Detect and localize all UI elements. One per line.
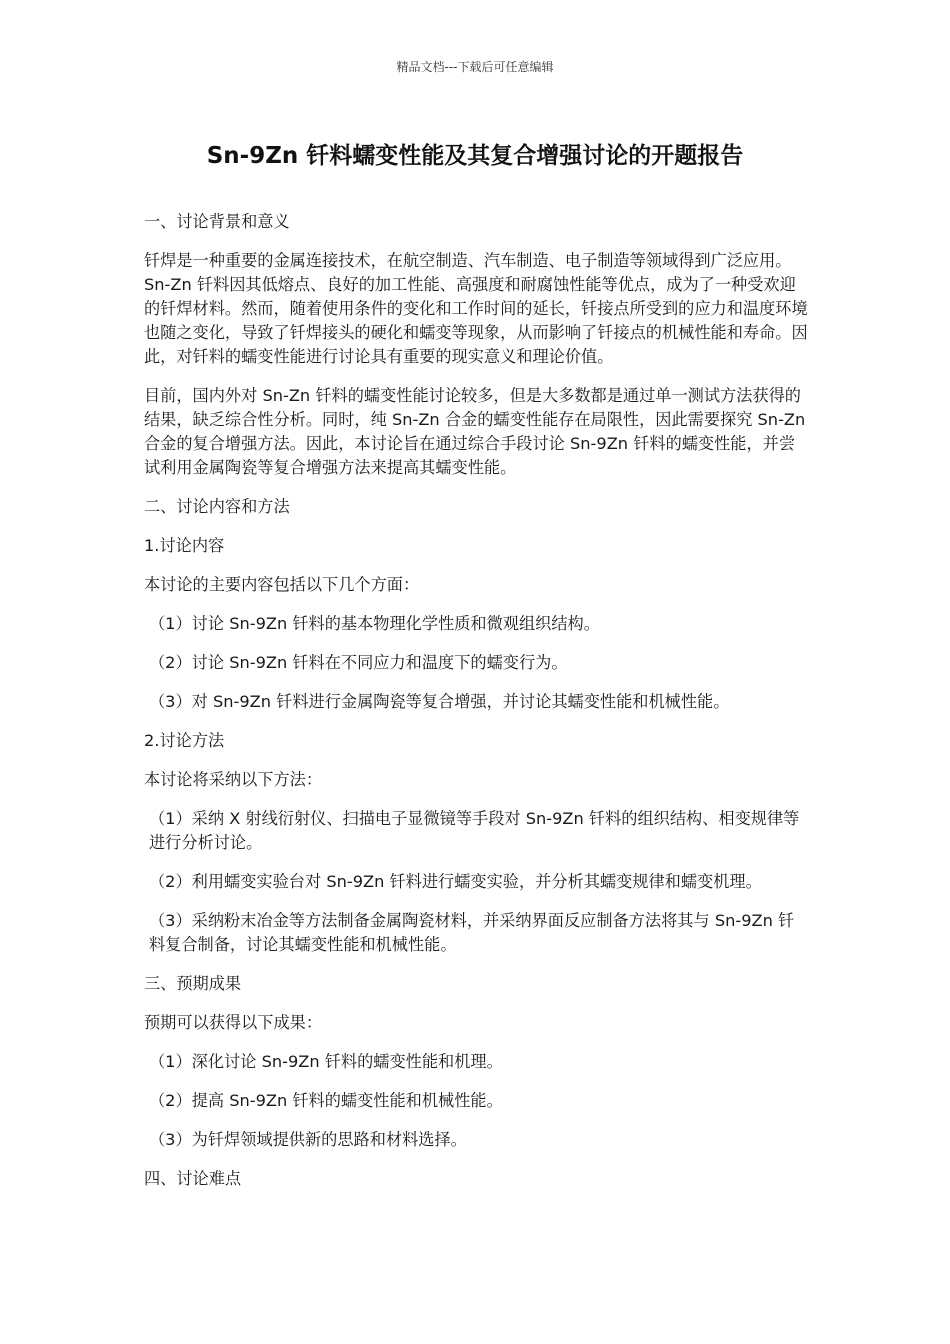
section-heading-background: 一、讨论背景和意义 (144, 212, 290, 231)
method-item: （2）利用蠕变实验台对 Sn-9Zn 钎料进行蠕变实验，并分析其蠕变规律和蠕变机理。 (149, 872, 762, 891)
paragraph-background-1: 钎焊是一种重要的金属连接技术，在航空制造、汽车制造、电子制造等领域得到广泛应用。Sn-Zn 钎料因其低熔点、良好的加工性能、高强度和耐腐蚀性能等优点，成为了一种受欢迎的钎焊材料。然而，随着使用条件的变化和工作时间的延长，钎接点所受到的应力和温度环境也随之变化，导致了钎焊接头的硬化和蠕变等现象，从而影响了钎接点的机械性能和寿命。因此，对钎料的蠕变性能进行讨论具有重要的现实意义和理论价值。 (144, 251, 808, 366)
header-note: 精品文档---下载后可任意编辑 (396, 60, 554, 74)
paragraph-background-2: 目前，国内外对 Sn-Zn 钎料的蠕变性能讨论较多，但是大多数都是通过单一测试方法获得的结果，缺乏综合性分析。同时，纯 Sn-Zn 合金的蠕变性能存在局限性，因此需要探究 Sn-Zn 合金的复合增强方法。因此，本讨论旨在通过综合手段讨论 Sn-9Zn 钎料的蠕变性能，并尝试利用金属陶瓷等复合增强方法来提高其蠕变性能。 (144, 386, 806, 477)
document-body (144, 210, 808, 1206)
method-item: （1）采纳 X 射线衍射仪、扫描电子显微镜等手段对 Sn-9Zn 钎料的组织结构、相变规律等进行分析讨论。 (149, 809, 800, 852)
section-heading-expected-results: 三、预期成果 (144, 974, 242, 993)
section-heading-difficulties: 四、讨论难点 (144, 1169, 242, 1188)
results-intro: 预期可以获得以下成果： (144, 1013, 323, 1032)
result-item: （2）提高 Sn-9Zn 钎料的蠕变性能和机械性能。 (149, 1091, 503, 1110)
method-item: （3）采纳粉末冶金等方法制备金属陶瓷材料，并采纳界面反应制备方法将其与 Sn-9Zn 钎料复合制备，讨论其蠕变性能和机械性能。 (149, 911, 795, 954)
content-item: （3）对 Sn-9Zn 钎料进行金属陶瓷等复合增强，并讨论其蠕变性能和机械性能。 (149, 692, 730, 711)
document-title: Sn-9Zn 钎料蠕变性能及其复合增强讨论的开题报告 (206, 143, 744, 169)
subheading-content: 1.讨论内容 (144, 536, 225, 555)
subheading-method: 2.讨论方法 (144, 731, 225, 750)
content-intro: 本讨论的主要内容包括以下几个方面： (144, 575, 420, 594)
result-item: （3）为钎焊领域提供新的思路和材料选择。 (149, 1130, 467, 1149)
method-intro: 本讨论将采纳以下方法： (144, 770, 323, 789)
result-item: （1）深化讨论 Sn-9Zn 钎料的蠕变性能和机理。 (149, 1052, 503, 1071)
content-item: （2）讨论 Sn-9Zn 钎料在不同应力和温度下的蠕变行为。 (149, 653, 568, 672)
section-heading-content-method: 二、讨论内容和方法 (144, 497, 290, 516)
content-item: （1）讨论 Sn-9Zn 钎料的基本物理化学性质和微观组织结构。 (149, 614, 600, 633)
